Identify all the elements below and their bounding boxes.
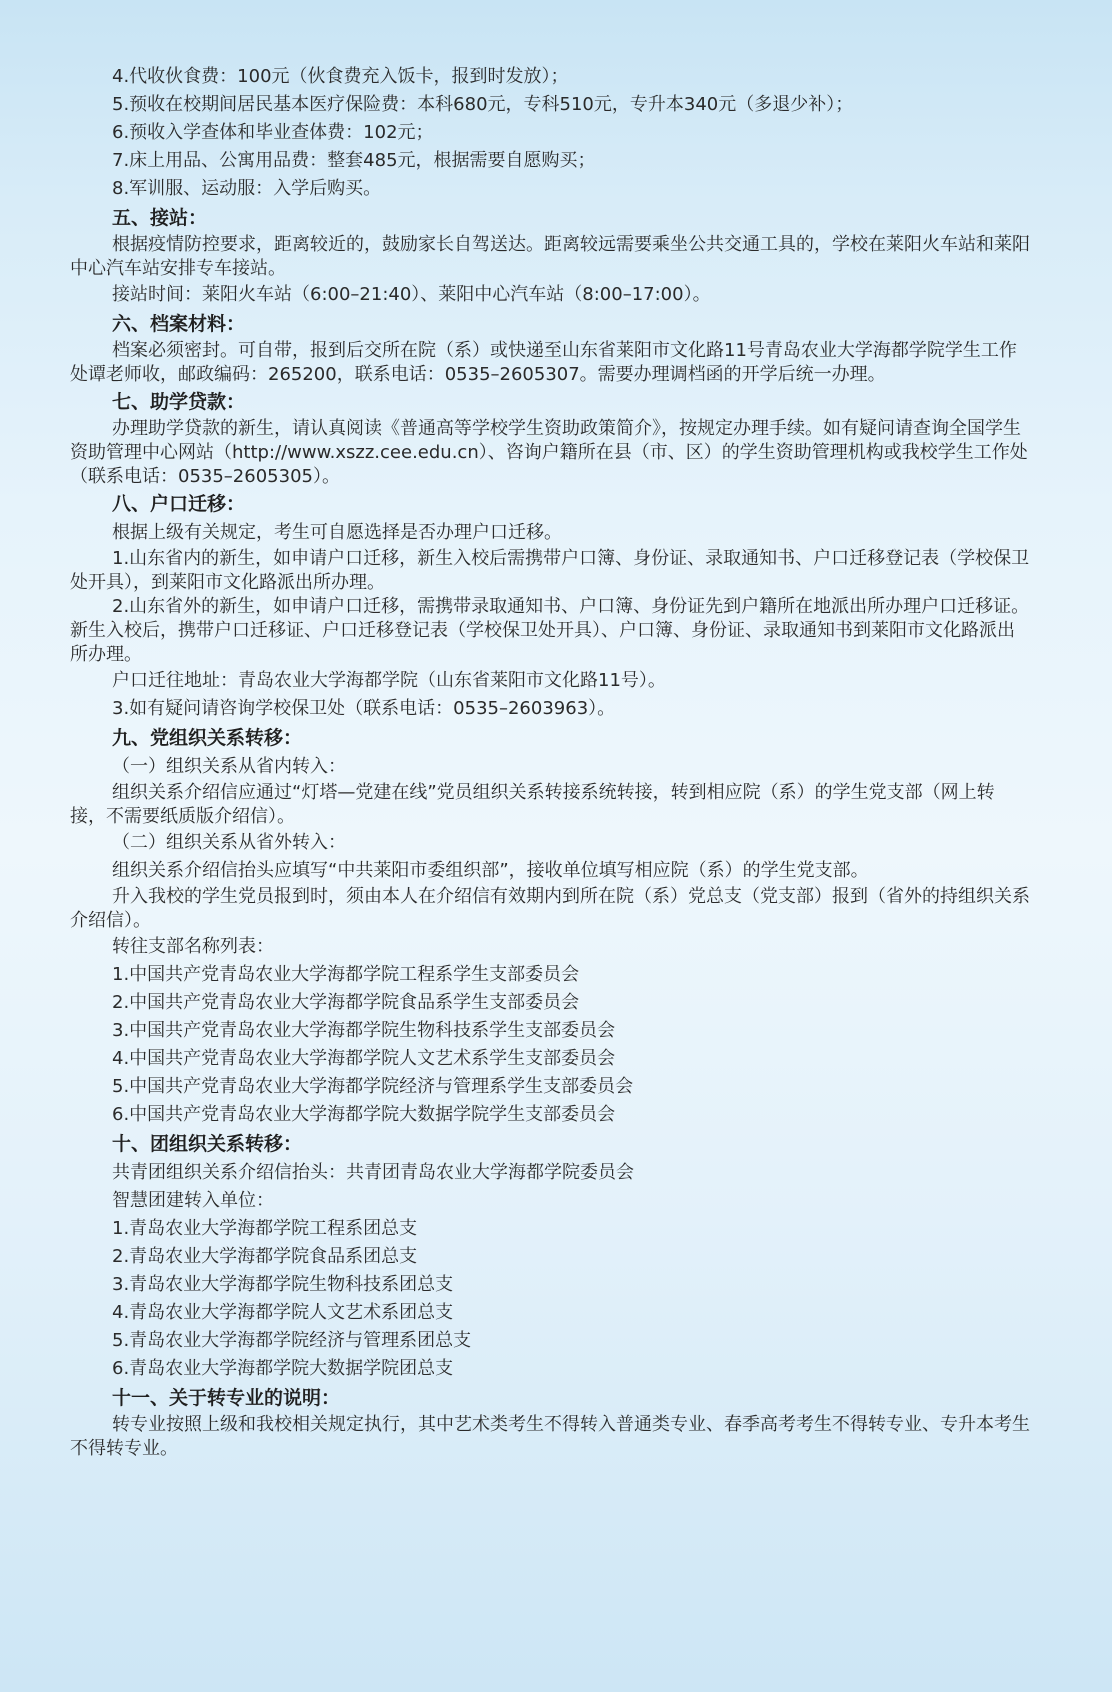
paragraph: 4.青岛农业大学海都学院人文艺术系团总支 <box>112 1302 454 1323</box>
paragraph: 1.山东省内的新生，如申请户口迁移，新生入校后需携带户口簿、身份证、录取通知书、户口迁移登记表（学校保卫处开具），到莱阳市文化路派出所办理。 <box>70 548 1030 593</box>
paragraph: 5.预收在校期间居民基本医疗保险费：本科680元，专科510元，专升本340元（多退少补）； <box>112 94 854 115</box>
section-heading: 七、助学贷款： <box>112 391 246 413</box>
paragraph: 3.如有疑问请咨询学校保卫处（联系电话：0535–2603963）。 <box>112 698 616 719</box>
paragraph: 根据上级有关规定，考生可自愿选择是否办理户口迁移。 <box>112 522 562 543</box>
paragraph: 升入我校的学生党员报到时，须由本人在介绍信有效期内到所在院（系）党总支（党支部）报到（省外的持组织关系介绍信）。 <box>70 886 1030 931</box>
paragraph: 6.预收入学查体和毕业查体费：102元； <box>112 122 434 143</box>
paragraph: 2.青岛农业大学海都学院食品系团总支 <box>112 1246 418 1267</box>
section-heading: 十、团组织关系转移： <box>112 1133 303 1155</box>
document-body <box>70 63 1030 1461</box>
paragraph: 3.青岛农业大学海都学院生物科技系团总支 <box>112 1274 454 1295</box>
section-heading: 六、档案材料： <box>112 313 246 335</box>
paragraph: 根据疫情防控要求，距离较近的，鼓励家长自驾送达。距离较远需要乘坐公共交通工具的，学校在莱阳火车站和莱阳中心汽车站安排专车接站。 <box>70 234 1030 279</box>
paragraph: 组织关系介绍信抬头应填写“中共莱阳市委组织部”，接收单位填写相应院（系）的学生党支部。 <box>112 860 869 881</box>
paragraph: 共青团组织关系介绍信抬头：共青团青岛农业大学海都学院委员会 <box>112 1162 634 1183</box>
paragraph: 2.中国共产党青岛农业大学海都学院食品系学生支部委员会 <box>112 992 580 1013</box>
paragraph: 转专业按照上级和我校相关规定执行，其中艺术类考生不得转入普通类专业、春季高考考生不得转专业、专升本考生不得转专业。 <box>70 1414 1030 1459</box>
paragraph: （一）组织关系从省内转入： <box>112 756 346 777</box>
paragraph: 组织关系介绍信应通过“灯塔—党建在线”党员组织关系转接系统转接，转到相应院（系）的学生党支部（网上转接，不需要纸质版介绍信）。 <box>70 782 995 827</box>
paragraph: 1.中国共产党青岛农业大学海都学院工程系学生支部委员会 <box>112 964 580 985</box>
paragraph: 档案必须密封。可自带，报到后交所在院（系）或快递至山东省莱阳市文化路11号青岛农业大学海都学院学生工作处谭老师收，邮政编码：265200，联系电话：0535–2605307。需要办理调档函的开学后统一办理。 <box>70 340 1017 385</box>
paragraph: 6.中国共产党青岛农业大学海都学院大数据学院学生支部委员会 <box>112 1104 616 1125</box>
paragraph: 3.中国共产党青岛农业大学海都学院生物科技系学生支部委员会 <box>112 1020 616 1041</box>
section-heading: 五、接站： <box>112 207 208 229</box>
paragraph: 6.青岛农业大学海都学院大数据学院团总支 <box>112 1358 454 1379</box>
paragraph: 办理助学贷款的新生，请认真阅读《普通高等学校学生资助政策简介》，按规定办理手续。如有疑问请查询全国学生资助管理中心网站（http://www.xszz.cee.edu.cn）、咨询户籍所在县（市、区）的学生资助管理机构或我校学生工作处（联系电话：0535–2605305）。 <box>70 418 1028 487</box>
paragraph: 4.中国共产党青岛农业大学海都学院人文艺术系学生支部委员会 <box>112 1048 616 1069</box>
paragraph: 7.床上用品、公寓用品费：整套485元，根据需要自愿购买； <box>112 150 596 171</box>
paragraph: 转往支部名称列表： <box>112 936 274 957</box>
paragraph: 户口迁往地址：青岛农业大学海都学院（山东省莱阳市文化路11号）。 <box>112 670 666 691</box>
paragraph: 2.山东省外的新生，如申请户口迁移，需携带录取通知书、户口簿、身份证先到户籍所在地派出所办理户口迁移证。新生入校后，携带户口迁移证、户口迁移登记表（学校保卫处开具）、户口簿、身份证、录取通知书到莱阳市文化路派出所办理。 <box>70 596 1030 665</box>
section-heading: 八、户口迁移： <box>112 493 246 515</box>
section-heading: 十一、关于转专业的说明： <box>112 1387 341 1409</box>
paragraph: 5.青岛农业大学海都学院经济与管理系团总支 <box>112 1330 472 1351</box>
paragraph: 8.军训服、运动服：入学后购买。 <box>112 178 382 199</box>
paragraph: 5.中国共产党青岛农业大学海都学院经济与管理系学生支部委员会 <box>112 1076 634 1097</box>
paragraph: 4.代收伙食费：100元（伙食费充入饭卡，报到时发放）； <box>112 66 569 87</box>
paragraph: （二）组织关系从省外转入： <box>112 832 346 853</box>
section-heading: 九、党组织关系转移： <box>112 727 303 749</box>
paragraph: 接站时间：莱阳火车站（6:00–21:40）、莱阳中心汽车站（8:00–17:00）。 <box>112 284 711 305</box>
paragraph: 1.青岛农业大学海都学院工程系团总支 <box>112 1218 418 1239</box>
paragraph: 智慧团建转入单位： <box>112 1190 274 1211</box>
